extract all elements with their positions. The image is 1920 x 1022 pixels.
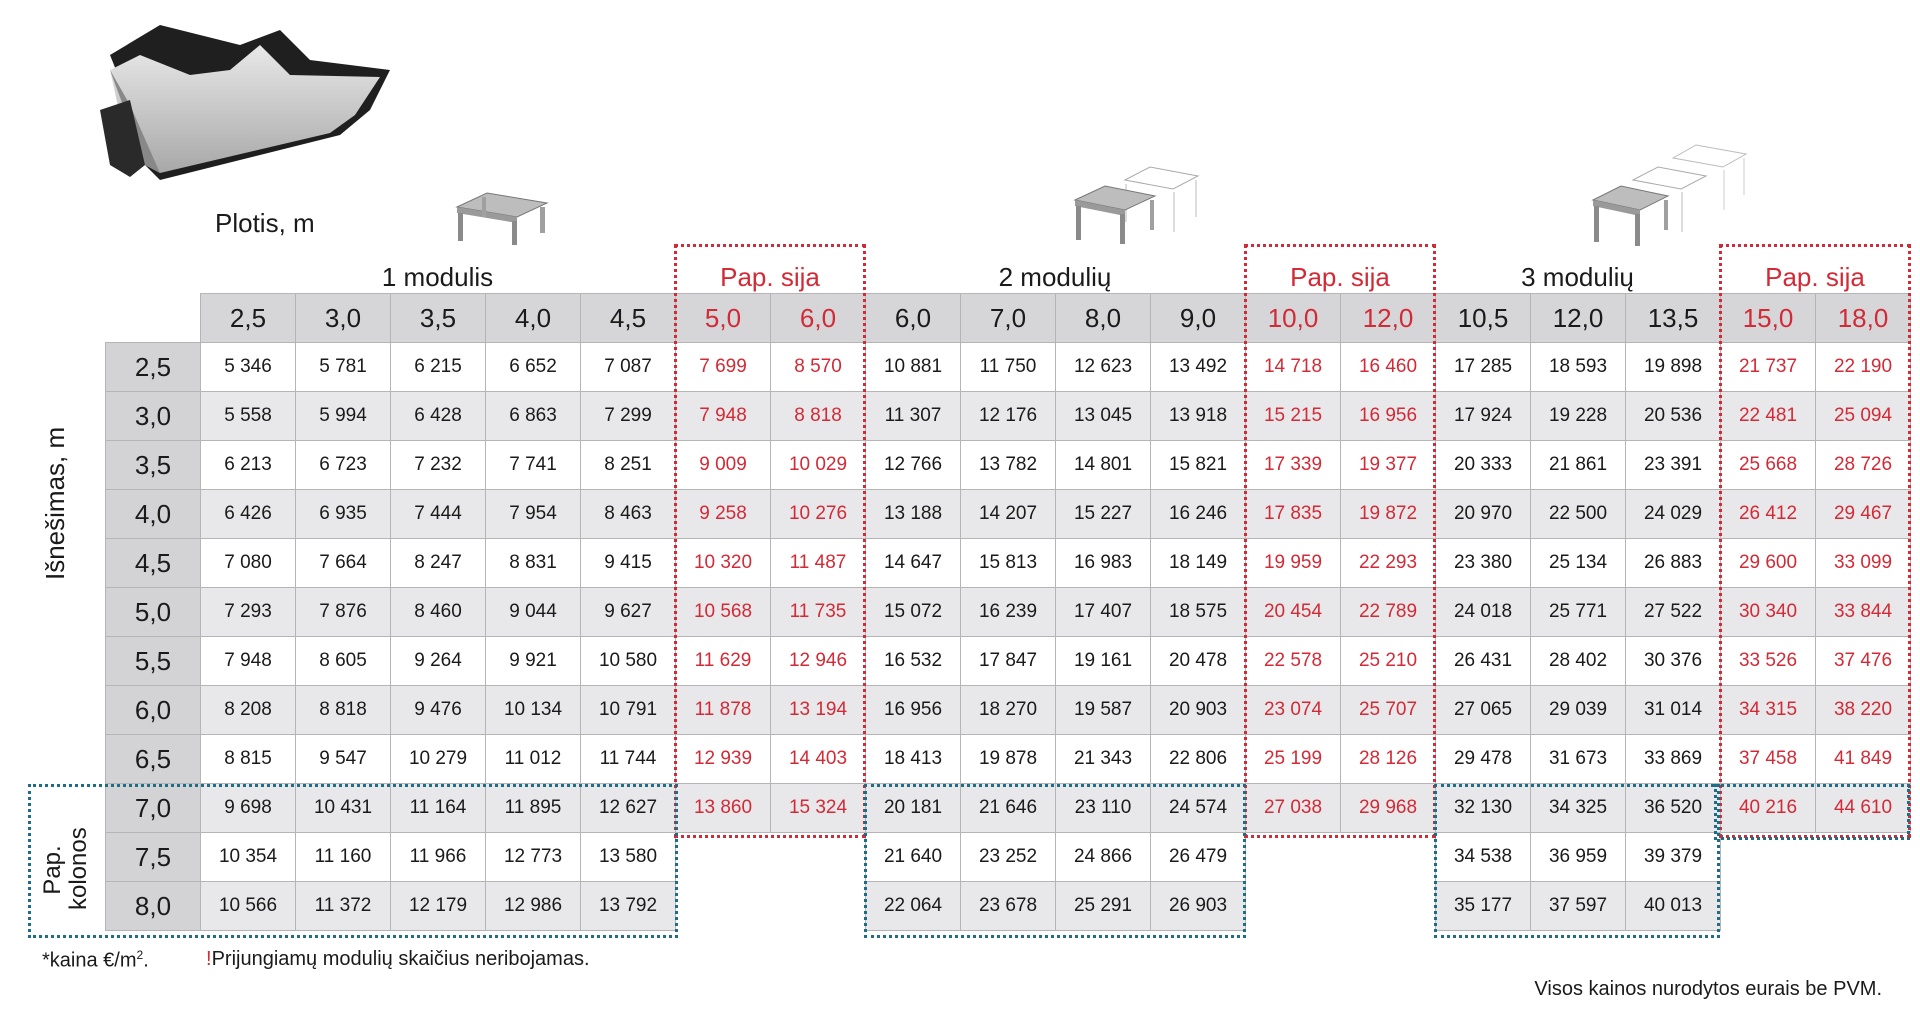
price-cell: 25 707	[1341, 686, 1436, 735]
price-cell: 29 600	[1721, 539, 1816, 588]
price-cell: 20 478	[1151, 637, 1246, 686]
empty-cell	[1341, 833, 1436, 882]
price-cell: 12 179	[391, 882, 486, 931]
group-3-modules: 3 modulių	[1521, 262, 1634, 292]
price-cell: 24 029	[1626, 490, 1721, 539]
price-cell: 23 074	[1246, 686, 1341, 735]
extra-columns-label	[39, 827, 92, 910]
column-header: 5,0	[676, 294, 771, 343]
price-cell: 9 627	[581, 588, 676, 637]
group-extra-beam-1: Pap. sija	[720, 262, 820, 292]
price-cell: 15 227	[1056, 490, 1151, 539]
price-cell: 11 966	[391, 833, 486, 882]
column-header: 3,5	[391, 294, 486, 343]
price-cell: 7 232	[391, 441, 486, 490]
price-cell: 13 045	[1056, 392, 1151, 441]
price-cell: 6 426	[201, 490, 296, 539]
price-cell: 8 605	[296, 637, 391, 686]
price-cell: 10 881	[866, 343, 961, 392]
price-cell: 15 821	[1151, 441, 1246, 490]
empty-cell	[1246, 882, 1341, 931]
price-cell: 7 087	[581, 343, 676, 392]
price-cell: 34 325	[1531, 784, 1626, 833]
price-cell: 11 744	[581, 735, 676, 784]
pergola-3-module-icon	[1588, 140, 1748, 248]
price-cell: 7 948	[676, 392, 771, 441]
empty-cell	[676, 882, 771, 931]
price-cell: 16 983	[1056, 539, 1151, 588]
price-cell: 16 239	[961, 588, 1056, 637]
price-cell: 8 247	[391, 539, 486, 588]
price-cell: 12 623	[1056, 343, 1151, 392]
note-text: Prijungiamų modulių skaičius neribojamas.	[211, 948, 590, 970]
price-cell: 6 652	[486, 343, 581, 392]
price-cell: 19 161	[1056, 637, 1151, 686]
price-cell: 11 160	[296, 833, 391, 882]
price-cell: 20 536	[1626, 392, 1721, 441]
price-cell: 6 428	[391, 392, 486, 441]
width-label: Plotis, m	[215, 208, 315, 238]
price-cell: 8 460	[391, 588, 486, 637]
price-cell: 25 199	[1246, 735, 1341, 784]
price-cell: 33 869	[1626, 735, 1721, 784]
price-cell: 22 789	[1341, 588, 1436, 637]
price-cell: 15 324	[771, 784, 866, 833]
price-cell: 10 320	[676, 539, 771, 588]
price-cell: 17 847	[961, 637, 1056, 686]
price-cell: 23 391	[1626, 441, 1721, 490]
price-cell: 7 080	[201, 539, 296, 588]
price-cell: 17 407	[1056, 588, 1151, 637]
price-cell: 13 918	[1151, 392, 1246, 441]
price-cell: 14 718	[1246, 343, 1341, 392]
empty-cell	[1721, 882, 1816, 931]
price-cell: 37 476	[1816, 637, 1911, 686]
price-cell: 7 299	[581, 392, 676, 441]
price-cell: 8 818	[296, 686, 391, 735]
price-cell: 8 570	[771, 343, 866, 392]
column-header: 3,0	[296, 294, 391, 343]
y-axis-label: Išnešimas, m	[40, 426, 70, 580]
price-cell: 8 463	[581, 490, 676, 539]
price-cell: 27 065	[1436, 686, 1531, 735]
price-cell: 6 863	[486, 392, 581, 441]
extra-columns-label-line1: Pap.	[39, 845, 66, 895]
column-header: 18,0	[1816, 294, 1911, 343]
price-cell: 17 285	[1436, 343, 1531, 392]
price-cell: 37 597	[1531, 882, 1626, 931]
price-cell: 8 831	[486, 539, 581, 588]
row-header: 2,5	[106, 343, 201, 392]
price-cell: 11 629	[676, 637, 771, 686]
empty-cell	[1721, 833, 1816, 882]
price-cell: 26 479	[1151, 833, 1246, 882]
price-cell: 22 806	[1151, 735, 1246, 784]
price-cell: 22 578	[1246, 637, 1341, 686]
price-cell: 33 099	[1816, 539, 1911, 588]
price-cell: 14 801	[1056, 441, 1151, 490]
price-cell: 11 372	[296, 882, 391, 931]
price-cell: 7 954	[486, 490, 581, 539]
price-cell: 18 270	[961, 686, 1056, 735]
price-cell: 22 064	[866, 882, 961, 931]
price-cell: 23 252	[961, 833, 1056, 882]
price-cell: 8 815	[201, 735, 296, 784]
price-cell: 13 194	[771, 686, 866, 735]
price-cell: 26 412	[1721, 490, 1816, 539]
row-header: 5,0	[106, 588, 201, 637]
price-cell: 38 220	[1816, 686, 1911, 735]
unit-prefix: *kaina €/m	[42, 949, 137, 972]
price-cell: 9 476	[391, 686, 486, 735]
price-cell: 9 009	[676, 441, 771, 490]
column-header: 15,0	[1721, 294, 1816, 343]
price-cell: 13 860	[676, 784, 771, 833]
table-row	[106, 686, 1911, 735]
price-cell: 13 792	[581, 882, 676, 931]
price-cell: 16 956	[866, 686, 961, 735]
price-cell: 24 866	[1056, 833, 1151, 882]
modules-note	[206, 948, 590, 971]
empty-cell	[1816, 882, 1911, 931]
column-header: 10,0	[1246, 294, 1341, 343]
column-header: 8,0	[1056, 294, 1151, 343]
price-cell: 28 402	[1531, 637, 1626, 686]
price-cell: 19 587	[1056, 686, 1151, 735]
price-cell: 33 526	[1721, 637, 1816, 686]
price-cell: 12 176	[961, 392, 1056, 441]
row-header: 3,5	[106, 441, 201, 490]
price-cell: 29 039	[1531, 686, 1626, 735]
price-cell: 18 575	[1151, 588, 1246, 637]
price-cell: 16 956	[1341, 392, 1436, 441]
column-header: 4,5	[581, 294, 676, 343]
price-cell: 15 813	[961, 539, 1056, 588]
price-cell: 29 968	[1341, 784, 1436, 833]
price-cell: 20 903	[1151, 686, 1246, 735]
price-cell: 25 210	[1341, 637, 1436, 686]
price-cell: 40 013	[1626, 882, 1721, 931]
price-cell: 12 946	[771, 637, 866, 686]
price-cell: 34 538	[1436, 833, 1531, 882]
price-cell: 28 726	[1816, 441, 1911, 490]
pergola-2-module-icon	[1070, 162, 1200, 247]
row-header: 6,0	[106, 686, 201, 735]
price-cell: 19 872	[1341, 490, 1436, 539]
table-row	[106, 637, 1911, 686]
price-cell: 6 215	[391, 343, 486, 392]
column-header: 7,0	[961, 294, 1056, 343]
price-cell: 17 924	[1436, 392, 1531, 441]
price-cell: 16 460	[1341, 343, 1436, 392]
price-cell: 14 207	[961, 490, 1056, 539]
price-cell: 9 415	[581, 539, 676, 588]
price-cell: 21 646	[961, 784, 1056, 833]
empty-cell	[1246, 833, 1341, 882]
price-cell: 5 781	[296, 343, 391, 392]
table-row	[106, 882, 1911, 931]
price-cell: 15 072	[866, 588, 961, 637]
vat-note: Visos kainos nurodytos eurais be PVM.	[1534, 978, 1882, 1000]
column-header: 2,5	[201, 294, 296, 343]
price-cell: 12 766	[866, 441, 961, 490]
price-cell: 11 735	[771, 588, 866, 637]
price-cell: 13 188	[866, 490, 961, 539]
price-cell: 10 431	[296, 784, 391, 833]
price-cell: 33 844	[1816, 588, 1911, 637]
price-cell: 5 558	[201, 392, 296, 441]
price-cell: 25 094	[1816, 392, 1911, 441]
column-header: 4,0	[486, 294, 581, 343]
price-cell: 10 354	[201, 833, 296, 882]
price-cell: 13 580	[581, 833, 676, 882]
table-row	[106, 490, 1911, 539]
price-cell: 11 487	[771, 539, 866, 588]
price-cell: 9 921	[486, 637, 581, 686]
row-header: 4,0	[106, 490, 201, 539]
unit-sup: 2	[136, 948, 144, 962]
table-row	[106, 441, 1911, 490]
price-cell: 27 522	[1626, 588, 1721, 637]
table-row	[106, 539, 1911, 588]
price-table	[105, 293, 1911, 931]
column-header: 12,0	[1341, 294, 1436, 343]
price-cell: 19 228	[1531, 392, 1626, 441]
price-cell: 21 737	[1721, 343, 1816, 392]
price-cell: 41 849	[1816, 735, 1911, 784]
price-cell: 26 903	[1151, 882, 1246, 931]
price-cell: 22 190	[1816, 343, 1911, 392]
price-cell: 21 640	[866, 833, 961, 882]
price-cell: 5 346	[201, 343, 296, 392]
price-cell: 44 610	[1816, 784, 1911, 833]
price-cell: 17 339	[1246, 441, 1341, 490]
price-cell: 11 750	[961, 343, 1056, 392]
price-cell: 9 044	[486, 588, 581, 637]
column-header: 6,0	[771, 294, 866, 343]
row-header: 3,0	[106, 392, 201, 441]
price-cell: 34 315	[1721, 686, 1816, 735]
empty-cell	[1816, 833, 1911, 882]
price-cell: 7 444	[391, 490, 486, 539]
price-cell: 10 134	[486, 686, 581, 735]
empty-cell	[1341, 882, 1436, 931]
price-cell: 36 520	[1626, 784, 1721, 833]
price-cell: 9 547	[296, 735, 391, 784]
price-cell: 19 377	[1341, 441, 1436, 490]
price-cell: 30 340	[1721, 588, 1816, 637]
price-cell: 20 181	[866, 784, 961, 833]
price-cell: 12 773	[486, 833, 581, 882]
price-cell: 22 293	[1341, 539, 1436, 588]
price-cell: 13 782	[961, 441, 1056, 490]
table-row	[106, 833, 1911, 882]
price-cell: 23 678	[961, 882, 1056, 931]
note-exclamation: !	[206, 948, 212, 970]
price-cell: 31 673	[1531, 735, 1626, 784]
table-row	[106, 343, 1911, 392]
price-cell: 32 130	[1436, 784, 1531, 833]
price-cell: 7 876	[296, 588, 391, 637]
price-cell: 8 208	[201, 686, 296, 735]
price-cell: 37 458	[1721, 735, 1816, 784]
price-cell: 9 698	[201, 784, 296, 833]
row-header: 7,5	[106, 833, 201, 882]
price-cell: 11 895	[486, 784, 581, 833]
price-cell: 25 291	[1056, 882, 1151, 931]
price-cell: 26 883	[1626, 539, 1721, 588]
table-row	[106, 588, 1911, 637]
price-cell: 40 216	[1721, 784, 1816, 833]
price-unit-note	[42, 948, 149, 973]
price-cell: 7 699	[676, 343, 771, 392]
price-cell: 35 177	[1436, 882, 1531, 931]
price-cell: 10 791	[581, 686, 676, 735]
price-cell: 10 566	[201, 882, 296, 931]
price-cell: 27 038	[1246, 784, 1341, 833]
price-cell: 19 959	[1246, 539, 1341, 588]
price-cell: 19 878	[961, 735, 1056, 784]
price-cell: 13 492	[1151, 343, 1246, 392]
price-cell: 24 018	[1436, 588, 1531, 637]
price-cell: 18 413	[866, 735, 961, 784]
table-row	[106, 392, 1911, 441]
price-cell: 25 134	[1531, 539, 1626, 588]
row-header: 7,0	[106, 784, 201, 833]
price-cell: 8 251	[581, 441, 676, 490]
group-extra-beam-3: Pap. sija	[1765, 262, 1865, 292]
price-cell: 21 861	[1531, 441, 1626, 490]
price-cell: 23 110	[1056, 784, 1151, 833]
price-cell: 29 478	[1436, 735, 1531, 784]
price-cell: 31 014	[1626, 686, 1721, 735]
price-cell: 26 431	[1436, 637, 1531, 686]
price-cell: 11 307	[866, 392, 961, 441]
price-cell: 17 835	[1246, 490, 1341, 539]
price-cell: 8 818	[771, 392, 866, 441]
price-cell: 20 454	[1246, 588, 1341, 637]
price-cell: 10 029	[771, 441, 866, 490]
empty-cell	[771, 833, 866, 882]
price-cell: 10 279	[391, 735, 486, 784]
price-cell: 5 994	[296, 392, 391, 441]
table-row	[106, 735, 1911, 784]
price-cell: 30 376	[1626, 637, 1721, 686]
price-cell: 9 264	[391, 637, 486, 686]
price-cell: 23 380	[1436, 539, 1531, 588]
price-cell: 7 741	[486, 441, 581, 490]
price-cell: 24 574	[1151, 784, 1246, 833]
price-cell: 20 333	[1436, 441, 1531, 490]
row-header: 4,5	[106, 539, 201, 588]
empty-cell	[676, 833, 771, 882]
price-cell: 25 771	[1531, 588, 1626, 637]
price-cell: 7 293	[201, 588, 296, 637]
price-cell: 22 481	[1721, 392, 1816, 441]
price-cell: 16 532	[866, 637, 961, 686]
price-cell: 20 970	[1436, 490, 1531, 539]
price-cell: 28 126	[1341, 735, 1436, 784]
price-cell: 36 959	[1531, 833, 1626, 882]
column-header: 9,0	[1151, 294, 1246, 343]
product-profile-image	[100, 15, 400, 185]
extra-columns-label-line2: kolonos	[65, 827, 92, 910]
price-cell: 21 343	[1056, 735, 1151, 784]
row-header: 8,0	[106, 882, 201, 931]
price-cell: 7 664	[296, 539, 391, 588]
price-cell: 10 580	[581, 637, 676, 686]
price-cell: 12 939	[676, 735, 771, 784]
table-corner	[106, 294, 201, 343]
column-header-row	[106, 294, 1911, 343]
price-cell: 25 668	[1721, 441, 1816, 490]
price-cell: 7 948	[201, 637, 296, 686]
column-header: 10,5	[1436, 294, 1531, 343]
price-cell: 9 258	[676, 490, 771, 539]
column-header: 12,0	[1531, 294, 1626, 343]
row-header: 6,5	[106, 735, 201, 784]
column-header: 13,5	[1626, 294, 1721, 343]
group-extra-beam-2: Pap. sija	[1290, 262, 1390, 292]
group-2-modules: 2 modulių	[998, 262, 1112, 292]
price-cell: 16 246	[1151, 490, 1246, 539]
price-cell: 11 878	[676, 686, 771, 735]
price-cell: 14 647	[866, 539, 961, 588]
price-cell: 29 467	[1816, 490, 1911, 539]
column-header: 6,0	[866, 294, 961, 343]
table-row	[106, 784, 1911, 833]
price-cell: 39 379	[1626, 833, 1721, 882]
price-cell: 19 898	[1626, 343, 1721, 392]
price-cell: 15 215	[1246, 392, 1341, 441]
price-cell: 12 627	[581, 784, 676, 833]
price-cell: 6 213	[201, 441, 296, 490]
price-cell: 12 986	[486, 882, 581, 931]
empty-cell	[771, 882, 866, 931]
price-cell: 10 568	[676, 588, 771, 637]
price-cell: 11 164	[391, 784, 486, 833]
price-cell: 18 149	[1151, 539, 1246, 588]
price-cell: 6 723	[296, 441, 391, 490]
price-cell: 14 403	[771, 735, 866, 784]
pergola-1-module-icon	[452, 185, 552, 247]
price-cell: 18 593	[1531, 343, 1626, 392]
price-cell: 6 935	[296, 490, 391, 539]
price-cell: 11 012	[486, 735, 581, 784]
unit-suffix: .	[143, 949, 149, 972]
group-1-module: 1 modulis	[381, 262, 494, 292]
price-cell: 10 276	[771, 490, 866, 539]
price-cell: 22 500	[1531, 490, 1626, 539]
row-header: 5,5	[106, 637, 201, 686]
